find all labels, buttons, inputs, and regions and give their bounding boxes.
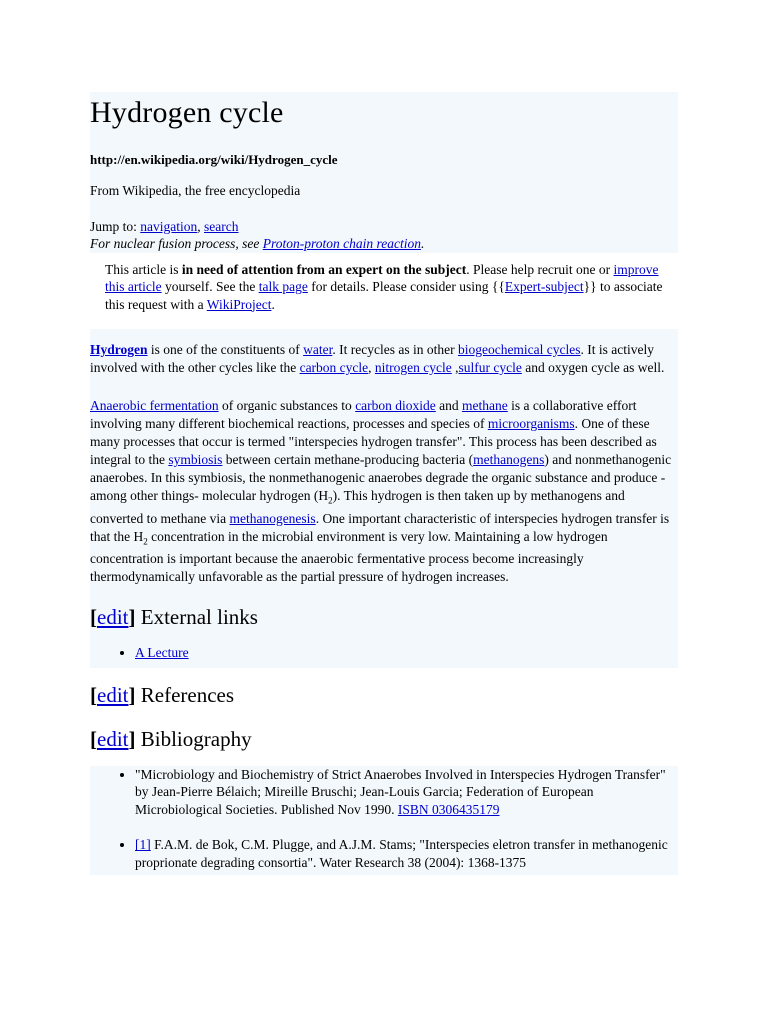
notice-text: for details. Please consider using {{ [307,279,505,294]
citation-text: "Microbiology and Biochemistry of Strict Anaerobes Involved in Interspecies Hydrogen Transfer" by Jean-Pierre Bélaich; Mireille Bruschi; Jean-Louis Garcia; Federation of European Microbiological Societies. Published Nov 1990. [135,766,666,817]
citation-ref-link[interactable]: [1] [135,837,151,853]
bracket-open: [ [90,726,97,751]
para-text: and oxygen cycle as well. [521,360,665,375]
para-text: of organic substances to [218,398,356,413]
notice-text: }} to associate this request with a [105,279,663,312]
para-text: . One of these many processes that occur is termed "interspecies hydrogen transfer". This process has been described as integral to the [90,416,657,467]
methanogens-link[interactable]: methanogens [473,452,545,467]
subscript: 2 [143,536,148,547]
microorganisms-link[interactable]: microorganisms [487,416,575,431]
bibliography-list [90,766,678,872]
bracket-open: [ [90,605,97,630]
edit-bibliography-link[interactable]: edit [97,726,129,751]
biogeochemical-cycles-link[interactable]: biogeochemical cycles [457,342,581,357]
carbon-cycle-link[interactable]: carbon cycle [299,360,369,375]
page-url: http://en.wikipedia.org/wiki/Hydrogen_cycle [90,152,338,167]
para-text: , [451,360,459,375]
heading-external-links [90,604,678,630]
talk-page-link[interactable]: talk page [258,279,308,294]
paragraph-intro [90,341,678,377]
paragraph-fermentation [90,397,678,586]
para-text: , [368,360,375,375]
notice-text: yourself. See the [161,279,259,294]
body-block [90,329,678,668]
heading-references [90,682,678,708]
list-item [135,644,678,662]
water-link[interactable]: water [303,342,333,357]
hatnote-text: For nuclear fusion process, see [90,236,263,251]
para-text: . It is actively involved with the other cycles like the [90,342,655,375]
hydrogen-link[interactable]: Hydrogen [90,342,148,357]
anaerobic-fermentation-link[interactable]: Anaerobic fermentation [90,398,219,413]
heading-bibliography [90,726,678,752]
notice-text: . [271,296,275,312]
navigation-link[interactable]: navigation [140,218,198,234]
expert-subject-link[interactable]: Expert-subject [504,279,584,294]
jump-label: Jump to: [90,218,141,234]
hatnote-suffix: . [420,236,425,251]
nitrogen-cycle-link[interactable]: nitrogen cycle [374,360,452,375]
section-title: References [135,682,235,707]
carbon-dioxide-link[interactable]: carbon dioxide [355,398,436,413]
methane-link[interactable]: methane [462,398,508,413]
section-title: External links [135,605,258,630]
para-text: ). This hydrogen is then taken up by methanogens and converted to methane via [90,488,625,526]
methanogenesis-link[interactable]: methanogenesis [229,510,316,526]
notice-text: This article is [105,261,182,277]
expert-notice [90,261,678,314]
search-link[interactable]: search [204,218,239,234]
para-text: and [435,398,463,413]
tagline: From Wikipedia, the free encyclopedia [90,183,301,198]
notice-text: . Please help recruit one or [466,261,614,277]
jump-links [90,218,678,236]
bracket-close: ] [128,682,136,707]
section-title: Bibliography [135,726,252,751]
list-item [135,836,678,871]
improve-article-link[interactable]: improve this article [105,261,659,294]
external-links-list [90,644,678,668]
subscript: 2 [328,495,333,506]
para-text: ) and nonmethanogenic anaerobes. In this symbiosis, the nonmethanogenic anaerobes degrade the organic substance and produce -among other things- molecular hydrogen (H [90,452,672,503]
para-text: is one of the constituents of [147,342,304,357]
sulfur-cycle-link[interactable]: sulfur cycle [458,360,522,375]
bracket-close: ] [128,605,136,630]
isbn-link[interactable]: ISBN 0306435179 [397,801,500,817]
para-text: . One important characteristic of interspecies hydrogen transfer is that the H [90,510,670,544]
bracket-open: [ [90,682,97,707]
para-text: is a collaborative effort involving many different biochemical reactions, processes and species of [90,398,637,431]
wikiproject-link[interactable]: WikiProject [206,296,272,312]
jump-separator: , [197,218,205,234]
page-title: Hydrogen cycle [90,96,284,129]
citation-text: F.A.M. de Bok, C.M. Plugge, and A.J.M. Stams; "Interspecies eletron transfer in methanogenic proprionate degrading consortia". Water Research 38 (2004): 1368-1375 [135,837,668,870]
hatnote [90,235,678,253]
header-block [90,92,678,253]
notice-bold: in need of attention from an expert on the subject [181,261,467,277]
symbiosis-link[interactable]: symbiosis [168,452,223,467]
edit-external-links-link[interactable]: edit [97,605,129,630]
a-lecture-link[interactable]: A Lecture [135,645,189,661]
para-text: concentration in the microbial environment is very low. Maintaining a low hydrogen concentration is important because the anaerobic fermentative process become increasingly thermodynamically unfavorable as the partial pressure of hydrogen increases. [90,528,608,585]
hatnote-link[interactable]: Proton-proton chain reaction [262,236,421,251]
para-text: . It recycles as in other [332,342,458,357]
bibliography-block [90,766,678,876]
bracket-close: ] [128,726,136,751]
list-item [135,766,678,819]
edit-references-link[interactable]: edit [97,682,129,707]
article [90,92,678,875]
para-text: between certain methane-producing bacteria ( [222,452,474,467]
